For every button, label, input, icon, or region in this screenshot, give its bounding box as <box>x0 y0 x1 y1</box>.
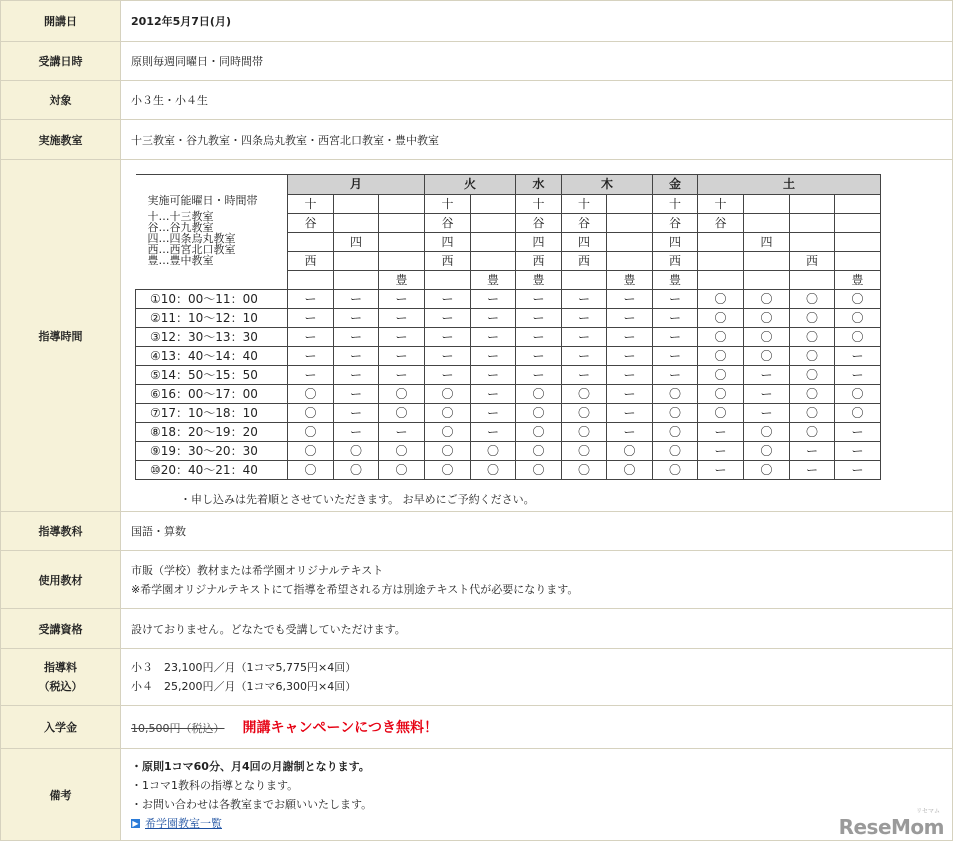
availability-cell: ー <box>334 366 379 385</box>
availability-cell: ー <box>516 366 562 385</box>
room-cell <box>334 214 379 233</box>
availability-cell: 〇 <box>334 461 379 480</box>
room-cell: 西 <box>790 252 835 271</box>
availability-cell: 〇 <box>653 404 698 423</box>
availability-cell: 〇 <box>790 385 835 404</box>
availability-cell: ー <box>334 404 379 423</box>
label-subjects: 指導教科 <box>1 512 121 551</box>
room-cell <box>835 195 881 214</box>
availability-cell: 〇 <box>744 461 790 480</box>
availability-cell: ー <box>288 366 334 385</box>
room-cell: 谷 <box>653 214 698 233</box>
availability-cell: ー <box>471 347 516 366</box>
room-cell: 十 <box>425 195 471 214</box>
availability-cell: ー <box>744 404 790 423</box>
availability-cell: 〇 <box>653 423 698 442</box>
availability-cell: ー <box>516 290 562 309</box>
availability-cell: 〇 <box>653 461 698 480</box>
room-cell <box>835 252 881 271</box>
remarks-line-3: ・お問い合わせは各教室までお願いいたします。 <box>131 797 373 811</box>
availability-cell: ー <box>744 366 790 385</box>
availability-cell: 〇 <box>835 328 881 347</box>
label-attendance: 受講日時 <box>1 42 121 81</box>
availability-cell: ー <box>471 309 516 328</box>
availability-cell: 〇 <box>288 461 334 480</box>
room-cell: 十 <box>653 195 698 214</box>
label-target: 対象 <box>1 81 121 120</box>
row-entrance <box>1 706 953 749</box>
room-cell <box>334 252 379 271</box>
availability-cell: 〇 <box>562 385 607 404</box>
room-cell <box>562 271 607 290</box>
time-slot-label: ⑥16：00〜17：00 <box>136 385 288 404</box>
availability-cell: 〇 <box>516 385 562 404</box>
day-header: 月 <box>288 175 425 195</box>
time-slot-row <box>136 385 881 404</box>
availability-cell: ー <box>835 347 881 366</box>
availability-cell: ー <box>562 366 607 385</box>
time-slot-row <box>136 461 881 480</box>
room-cell: 四 <box>516 233 562 252</box>
room-cell: 西 <box>516 252 562 271</box>
room-cell: 西 <box>425 252 471 271</box>
availability-cell: ー <box>835 423 881 442</box>
availability-cell: 〇 <box>334 442 379 461</box>
day-header-row <box>136 175 881 195</box>
room-cell <box>425 271 471 290</box>
availability-cell: ー <box>288 309 334 328</box>
availability-cell: 〇 <box>516 404 562 423</box>
room-cell: 四 <box>653 233 698 252</box>
room-cell: 谷 <box>516 214 562 233</box>
availability-cell: 〇 <box>835 290 881 309</box>
availability-cell: ー <box>471 404 516 423</box>
fee-line-2: 小４ 25,200円／月（1コマ6,300円×4回） <box>131 680 357 693</box>
day-header: 水 <box>516 175 562 195</box>
row-attendance <box>1 42 953 81</box>
label-opening: 開講日 <box>1 1 121 42</box>
availability-cell: ー <box>334 347 379 366</box>
value-classrooms: 十三教室・谷九教室・四条烏丸教室・西宮北口教室・豊中教室 <box>121 120 953 160</box>
time-slot-label: ⑧18：20〜19：20 <box>136 423 288 442</box>
availability-cell: ー <box>744 385 790 404</box>
availability-cell: ー <box>653 328 698 347</box>
time-slot-row <box>136 404 881 423</box>
room-cell: 谷 <box>562 214 607 233</box>
day-header: 木 <box>562 175 653 195</box>
room-cell <box>607 214 653 233</box>
value-fee <box>121 649 953 706</box>
room-cell: 四 <box>744 233 790 252</box>
availability-cell: ー <box>607 404 653 423</box>
availability-cell: ー <box>425 309 471 328</box>
time-slot-label: ②11：10〜12：10 <box>136 309 288 328</box>
room-cell: 豊 <box>835 271 881 290</box>
availability-cell: 〇 <box>288 423 334 442</box>
availability-cell: 〇 <box>744 309 790 328</box>
availability-cell: 〇 <box>562 442 607 461</box>
availability-cell: 〇 <box>379 404 425 423</box>
room-cell <box>744 252 790 271</box>
room-cell: 谷 <box>698 214 744 233</box>
room-cell: 豊 <box>471 271 516 290</box>
room-cell: 豊 <box>607 271 653 290</box>
availability-cell: ー <box>653 347 698 366</box>
room-cell <box>288 271 334 290</box>
room-cell <box>607 195 653 214</box>
availability-cell: ー <box>379 423 425 442</box>
row-opening <box>1 1 953 42</box>
availability-cell: 〇 <box>790 404 835 423</box>
remarks-link-row <box>131 814 952 833</box>
availability-cell: 〇 <box>790 290 835 309</box>
time-slot-row <box>136 366 881 385</box>
legend-item: 西…西宮北口教室 <box>147 243 236 256</box>
room-cell <box>835 233 881 252</box>
room-cell: 十 <box>698 195 744 214</box>
availability-cell: ー <box>425 328 471 347</box>
availability-cell: 〇 <box>698 290 744 309</box>
room-cell: 西 <box>653 252 698 271</box>
availability-cell: ー <box>607 309 653 328</box>
availability-cell: ー <box>698 442 744 461</box>
value-materials <box>121 551 953 609</box>
row-target <box>1 81 953 120</box>
value-remarks <box>121 749 953 841</box>
availability-cell: 〇 <box>288 385 334 404</box>
availability-cell: ー <box>698 423 744 442</box>
row-remarks <box>1 749 953 841</box>
resemom-logo: ReseMom <box>838 815 944 839</box>
availability-cell: 〇 <box>562 461 607 480</box>
remarks-line-1: ・原則1コマ60分、月4回の月謝制となります。 <box>131 759 370 773</box>
room-cell <box>379 252 425 271</box>
availability-cell: 〇 <box>379 461 425 480</box>
value-qualification: 設けておりません。どなたでも受講していただけます。 <box>121 609 953 649</box>
room-cell <box>698 271 744 290</box>
room-cell <box>334 271 379 290</box>
room-cell <box>379 214 425 233</box>
room-cell <box>744 214 790 233</box>
availability-cell: ー <box>835 442 881 461</box>
day-header: 金 <box>653 175 698 195</box>
room-cell <box>471 252 516 271</box>
room-cell: 豊 <box>379 271 425 290</box>
room-cell <box>471 195 516 214</box>
availability-cell: 〇 <box>790 366 835 385</box>
availability-cell: 〇 <box>698 347 744 366</box>
room-cell <box>288 233 334 252</box>
availability-cell: 〇 <box>835 309 881 328</box>
room-cell: 四 <box>425 233 471 252</box>
availability-cell: ー <box>562 290 607 309</box>
availability-cell: ー <box>698 461 744 480</box>
value-target: 小３生・小４生 <box>121 81 953 120</box>
availability-cell: ー <box>835 366 881 385</box>
availability-cell: 〇 <box>790 328 835 347</box>
availability-cell: 〇 <box>835 404 881 423</box>
availability-cell: 〇 <box>516 423 562 442</box>
availability-cell: ー <box>516 309 562 328</box>
room-cell <box>835 214 881 233</box>
row-subjects <box>1 512 953 551</box>
availability-cell: ー <box>607 328 653 347</box>
availability-cell: 〇 <box>790 309 835 328</box>
arrow-right-icon: ▶ <box>132 819 139 828</box>
legend-title: 実施可能曜日・時間帯 <box>147 194 258 207</box>
availability-cell: 〇 <box>288 442 334 461</box>
availability-cell: ー <box>288 347 334 366</box>
room-cell <box>607 252 653 271</box>
campaign-text: 開講キャンペーンにつき無料！ <box>242 720 438 736</box>
availability-cell: ー <box>562 347 607 366</box>
availability-cell: ー <box>334 309 379 328</box>
time-slot-row <box>136 423 881 442</box>
time-slot-label: ③12：30〜13：30 <box>136 328 288 347</box>
room-cell <box>471 233 516 252</box>
availability-cell: ー <box>562 309 607 328</box>
value-attendance: 原則毎週同曜日・同時間帯 <box>121 42 953 81</box>
availability-cell: 〇 <box>744 423 790 442</box>
time-slot-row <box>136 347 881 366</box>
availability-cell: 〇 <box>698 385 744 404</box>
label-qualification: 受講資格 <box>1 609 121 649</box>
room-cell: 四 <box>562 233 607 252</box>
room-cell <box>790 233 835 252</box>
remarks-line-2: ・1コマ1教科の指導となります。 <box>131 778 299 792</box>
availability-cell: 〇 <box>744 442 790 461</box>
time-slot-label: ④13：40〜14：40 <box>136 347 288 366</box>
availability-cell: ー <box>653 366 698 385</box>
availability-cell: 〇 <box>698 404 744 423</box>
label-schedule: 指導時間 <box>1 160 121 512</box>
day-header: 土 <box>698 175 881 195</box>
fee-label-2: （税込） <box>38 680 83 693</box>
availability-cell: 〇 <box>653 385 698 404</box>
value-opening: 2012年5月7日(月) <box>121 1 953 42</box>
availability-cell: 〇 <box>790 347 835 366</box>
day-header: 火 <box>425 175 516 195</box>
availability-cell: ー <box>334 290 379 309</box>
room-cell <box>379 195 425 214</box>
availability-cell: 〇 <box>744 347 790 366</box>
availability-cell: ー <box>607 423 653 442</box>
availability-cell: 〇 <box>790 423 835 442</box>
room-cell <box>379 233 425 252</box>
availability-cell: ー <box>607 290 653 309</box>
classroom-list-link[interactable]: 希学園教室一覧 <box>145 816 222 830</box>
schedule-grid <box>135 174 881 480</box>
time-slot-label: ⑨19：30〜20：30 <box>136 442 288 461</box>
availability-cell: ー <box>288 328 334 347</box>
availability-cell: ー <box>516 328 562 347</box>
row-fee <box>1 649 953 706</box>
availability-cell: 〇 <box>425 442 471 461</box>
availability-cell: ー <box>379 309 425 328</box>
room-cell <box>698 233 744 252</box>
room-cell: 西 <box>288 252 334 271</box>
availability-cell: ー <box>790 442 835 461</box>
availability-cell: 〇 <box>744 328 790 347</box>
value-entrance <box>121 706 953 749</box>
room-cell <box>790 214 835 233</box>
row-classrooms <box>1 120 953 160</box>
legend-item: 十…十三教室 <box>147 210 214 223</box>
availability-cell: ー <box>653 290 698 309</box>
availability-cell: 〇 <box>516 442 562 461</box>
availability-cell: 〇 <box>425 461 471 480</box>
room-cell: 谷 <box>425 214 471 233</box>
availability-cell: 〇 <box>698 366 744 385</box>
label-entrance: 入学金 <box>1 706 121 749</box>
legend-item: 谷…谷九教室 <box>147 221 214 234</box>
room-cell: 豊 <box>516 271 562 290</box>
availability-cell: ー <box>790 461 835 480</box>
availability-cell: 〇 <box>288 404 334 423</box>
row-materials <box>1 551 953 609</box>
room-cell: 谷 <box>288 214 334 233</box>
availability-cell: 〇 <box>379 385 425 404</box>
logo-subtext: リセマム <box>916 808 940 815</box>
label-remarks: 備考 <box>1 749 121 841</box>
label-fee <box>1 649 121 706</box>
availability-cell: ー <box>379 347 425 366</box>
row-qualification <box>1 609 953 649</box>
fee-label-1: 指導料 <box>44 661 77 674</box>
availability-cell: ー <box>516 347 562 366</box>
room-cell: 十 <box>516 195 562 214</box>
availability-cell: 〇 <box>698 309 744 328</box>
availability-cell: ー <box>334 385 379 404</box>
availability-cell: 〇 <box>471 442 516 461</box>
availability-cell: ー <box>334 423 379 442</box>
room-cell: 豊 <box>653 271 698 290</box>
availability-cell: 〇 <box>835 385 881 404</box>
room-cell <box>790 195 835 214</box>
availability-cell: ー <box>471 423 516 442</box>
availability-cell: 〇 <box>516 461 562 480</box>
availability-cell: ー <box>379 290 425 309</box>
time-slot-row <box>136 309 881 328</box>
availability-cell: 〇 <box>698 328 744 347</box>
availability-cell: 〇 <box>425 404 471 423</box>
availability-cell: 〇 <box>607 461 653 480</box>
legend-item: 四…四条烏丸教室 <box>147 232 236 245</box>
materials-line-1: 市販（学校）教材または希学園オリジナルテキスト <box>131 563 384 577</box>
room-cell <box>744 271 790 290</box>
time-slot-label: ⑩20：40〜21：40 <box>136 461 288 480</box>
availability-cell: ー <box>379 366 425 385</box>
availability-cell: ー <box>288 290 334 309</box>
availability-cell: ー <box>425 290 471 309</box>
time-slot-label: ⑤14：50〜15：50 <box>136 366 288 385</box>
room-cell: 西 <box>562 252 607 271</box>
room-cell: 四 <box>334 233 379 252</box>
old-entrance-price: 10,500円（税込） <box>131 722 225 735</box>
availability-cell: ー <box>379 328 425 347</box>
availability-cell: 〇 <box>607 442 653 461</box>
availability-cell: 〇 <box>744 290 790 309</box>
availability-cell: 〇 <box>653 442 698 461</box>
time-slot-row <box>136 442 881 461</box>
room-cell <box>607 233 653 252</box>
label-materials: 使用教材 <box>1 551 121 609</box>
availability-cell: 〇 <box>471 461 516 480</box>
availability-cell: ー <box>471 366 516 385</box>
availability-cell: ー <box>334 328 379 347</box>
availability-cell: 〇 <box>562 404 607 423</box>
availability-cell: ー <box>562 328 607 347</box>
room-cell <box>471 214 516 233</box>
availability-cell: ー <box>425 366 471 385</box>
availability-cell: 〇 <box>425 423 471 442</box>
schedule-note: ・申し込みは先着順とさせていただきます。 お早めにご予約ください。 <box>180 493 535 506</box>
legend-item: 豊…豊中教室 <box>147 254 214 267</box>
room-legend <box>136 175 288 290</box>
room-cell <box>744 195 790 214</box>
availability-cell: ー <box>471 385 516 404</box>
availability-cell: 〇 <box>379 442 425 461</box>
availability-cell: ー <box>607 366 653 385</box>
label-classrooms: 実施教室 <box>1 120 121 160</box>
availability-cell: ー <box>835 461 881 480</box>
room-cell <box>698 252 744 271</box>
availability-cell: ー <box>471 290 516 309</box>
time-slot-label: ⑦17：10〜18：10 <box>136 404 288 423</box>
availability-cell: 〇 <box>425 385 471 404</box>
value-subjects: 国語・算数 <box>121 512 953 551</box>
availability-cell: ー <box>653 309 698 328</box>
room-cell: 十 <box>288 195 334 214</box>
fee-line-1: 小３ 23,100円／月（1コマ5,775円×4回） <box>131 661 357 674</box>
time-slot-row <box>136 290 881 309</box>
availability-cell: ー <box>425 347 471 366</box>
availability-cell: ー <box>607 385 653 404</box>
availability-cell: ー <box>607 347 653 366</box>
room-cell <box>334 195 379 214</box>
availability-cell: 〇 <box>562 423 607 442</box>
materials-line-2: ※希学園オリジナルテキストにて指導を希望される方は別途テキスト代が必要になります。 <box>131 582 579 596</box>
time-slot-label: ①10：00〜11：00 <box>136 290 288 309</box>
room-cell: 十 <box>562 195 607 214</box>
time-slot-row <box>136 328 881 347</box>
availability-cell: ー <box>471 328 516 347</box>
room-cell <box>790 271 835 290</box>
